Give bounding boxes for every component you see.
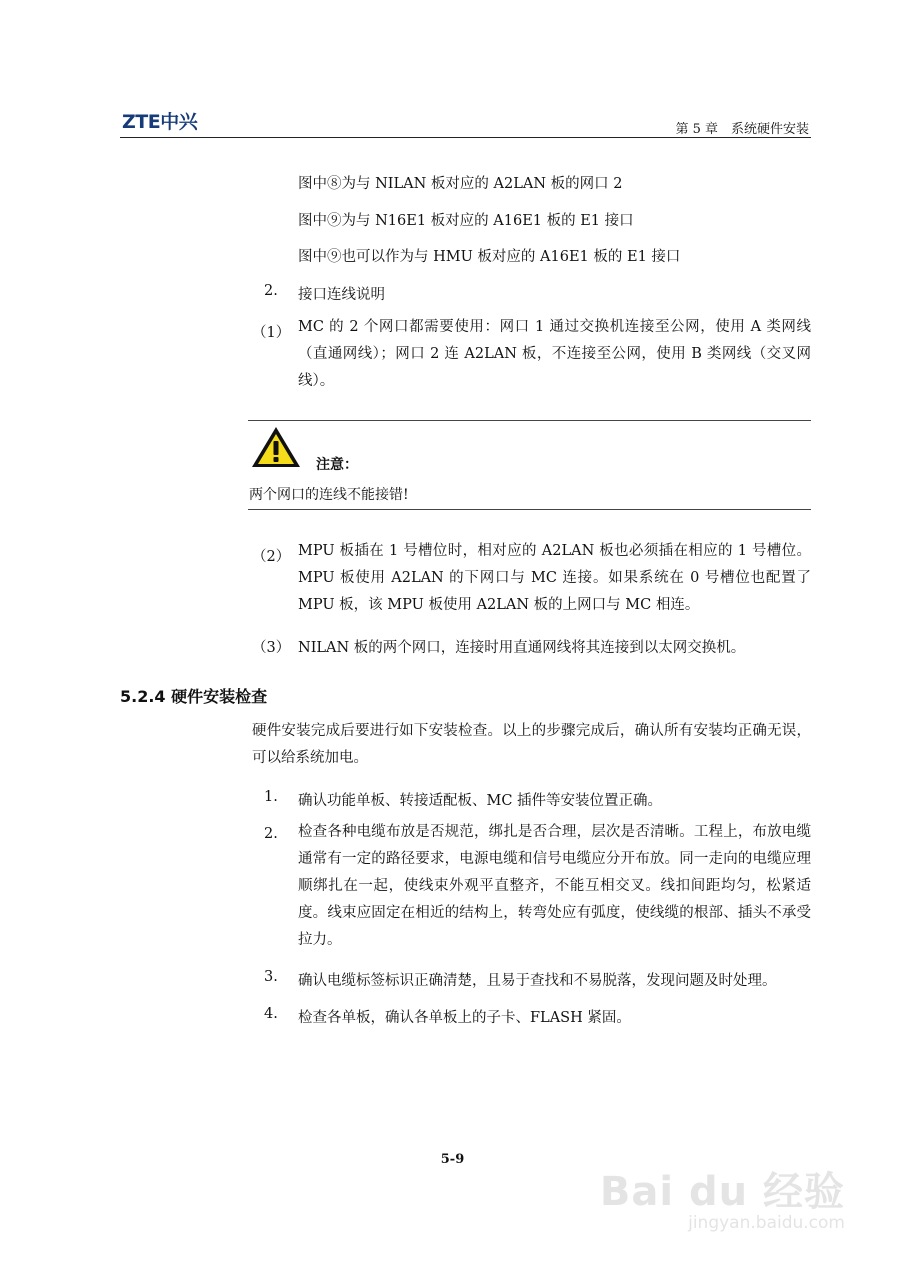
list-item: 检查各单板，确认各单板上的子卡、FLASH 紧固。 xyxy=(298,1010,631,1026)
list-number: 3. xyxy=(264,969,278,985)
header-divider xyxy=(120,137,811,138)
list-item: 确认功能单板、转接适配板、MC 插件等安装位置正确。 xyxy=(298,793,663,809)
section-intro: 硬件安装完成后要进行如下安装检查。以上的步骤完成后，确认所有安装均正确无误，可以给系统加电。 xyxy=(252,723,811,766)
paragraph-nilan: NILAN 板的两个网口，连接时用直通网线将其连接到以太网交换机。 xyxy=(298,640,746,656)
paragraph-mc-ports: MC 的 2 个网口都需要使用：网口 1 通过交换机连接至公网，使用 A 类网线（直通网线）；网口 2 连 A2LAN 板，不连接至公网，使用 B 类网线（交叉网线）。 xyxy=(298,319,811,389)
list-item: 接口连线说明 xyxy=(298,287,385,303)
page-number: 5-9 xyxy=(440,1152,465,1167)
paragraph-number: （2） xyxy=(252,549,291,565)
list-number: 1. xyxy=(264,789,278,805)
note-divider-top xyxy=(248,420,811,421)
list-item: 确认电缆标签标识正确清楚，且易于查找和不易脱落，发现问题及时处理。 xyxy=(298,973,777,989)
zte-logo: ZTE中兴 xyxy=(122,111,198,133)
figure-note-9: 图中⑨为与 N16E1 板对应的 A16E1 板的 E1 接口 xyxy=(298,213,634,229)
list-number: 2. xyxy=(264,283,278,299)
baidu-watermark xyxy=(600,1160,845,1233)
figure-note-8: 图中⑧为与 NILAN 板对应的 A2LAN 板的网口 2 xyxy=(298,176,623,192)
paragraph-number: （1） xyxy=(252,325,291,341)
watermark-url: jingyan.baidu.com xyxy=(688,1213,845,1233)
list-number: 4. xyxy=(264,1006,278,1022)
warning-icon xyxy=(250,425,302,473)
note-title: 注意： xyxy=(316,457,358,473)
note-divider-bottom xyxy=(248,509,811,510)
paragraph-number: （3） xyxy=(252,640,291,656)
list-item: 检查各种电缆布放是否规范，绑扎是否合理，层次是否清晰。工程上，布放电缆通常有一定的路径要求，电源电缆和信号电缆应分开布放。同一走向的电缆应理顺绑扎在一起，使线束外观平直整齐，不能互相交叉。线扣间距均匀，松紧适度。线束应固定在相近的结构上，转弯处应有弧度，使线缆的根部、插头不承受拉力。 xyxy=(298,824,811,948)
figure-note-9-alt: 图中⑨也可以作为与 HMU 板对应的 A16E1 板的 E1 接口 xyxy=(298,249,681,265)
section-heading: 5.2.4 硬件安装检查 xyxy=(120,687,268,706)
chapter-title: 第 5 章 系统硬件安装 xyxy=(675,122,809,137)
list-number: 2. xyxy=(264,826,278,842)
paragraph-mpu-slot: MPU 板插在 1 号槽位时，相对应的 A2LAN 板也必须插在相应的 1 号槽位。MPU 板使用 A2LAN 的下网口与 MC 连接。如果系统在 0 号槽位也配置了 MPU 板，该 MPU 板使用 A2LAN 板的上网口与 MC 相连。 xyxy=(298,543,811,613)
watermark-brand: Bai du 经验 xyxy=(599,1169,845,1215)
note-text: 两个网口的连线不能接错! xyxy=(249,487,409,503)
